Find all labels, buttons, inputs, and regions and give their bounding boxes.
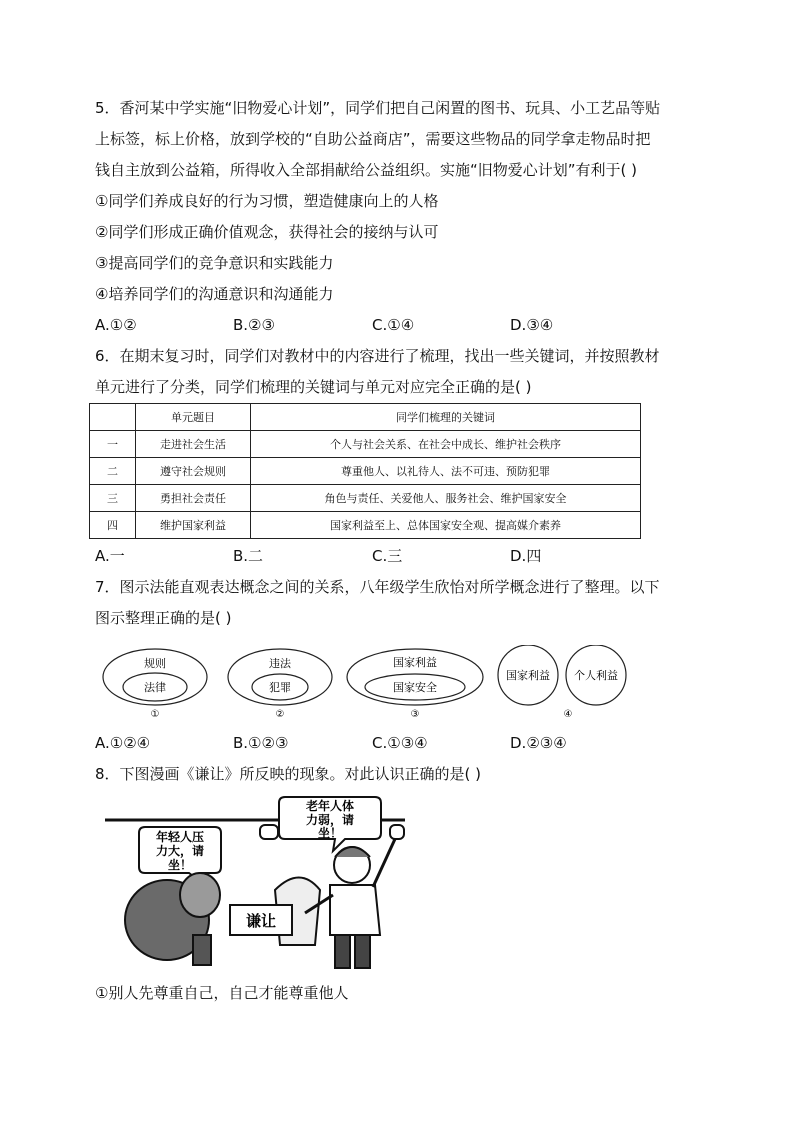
- table-cell: 勇担社会责任: [136, 485, 251, 512]
- table-row: [90, 431, 641, 458]
- q8-stem: 8．下图漫画《谦让》所反映的现象。对此认识正确的是( ): [95, 765, 482, 783]
- table-cell: 个人与社会关系、在社会中成长、维护社会秩序: [251, 431, 641, 458]
- unit-keyword-table: [89, 403, 641, 539]
- table-header-cell: 单元题目: [136, 404, 251, 431]
- table-cell: 角色与责任、关爱他人、服务社会、维护国家安全: [251, 485, 641, 512]
- table-row: [90, 512, 641, 539]
- diagram-1-outer: 规则: [144, 657, 166, 670]
- table-header-cell: 同学们梳理的关键词: [251, 404, 641, 431]
- q7-option-b: B.①②③: [233, 734, 289, 752]
- q7-stem-line-2: 图示整理正确的是( ): [95, 609, 232, 627]
- q5-statement-3: ③提高同学们的竞争意识和实践能力: [95, 254, 334, 272]
- bubble-right-line-1: 老年人体: [305, 799, 355, 813]
- diagram-4-left: 国家利益: [506, 669, 550, 682]
- table-cell: 四: [90, 512, 136, 539]
- q5-statement-2: ②同学们形成正确价值观念，获得社会的接纳与认可: [95, 223, 439, 241]
- bubble-left-line-2: 力大，请: [155, 844, 205, 858]
- diagram-1-label: ①: [150, 709, 160, 720]
- q6-option-c: C.三: [372, 547, 403, 565]
- cartoon-sign: 谦让: [245, 912, 277, 930]
- q5-statement-1: ①同学们养成良好的行为习惯，塑造健康向上的人格: [95, 192, 439, 210]
- diagram-1-inner: 法律: [144, 681, 166, 694]
- q5-stem-line-2: 上标签，标上价格，放到学校的“自助公益商店”，需要这些物品的同学拿走物品时把: [95, 130, 651, 148]
- concept-diagrams: [100, 645, 640, 725]
- table-header-row: [90, 404, 641, 431]
- table-cell: 国家利益至上、总体国家安全观、提高媒介素养: [251, 512, 641, 539]
- q7-stem-line-1: 7．图示法能直观表达概念之间的关系，八年级学生欣怡对所学概念进行了整理。以下: [95, 578, 660, 596]
- diagram-3-label: ③: [410, 709, 420, 720]
- table-cell: 走进社会生活: [136, 431, 251, 458]
- table-cell: 维护国家利益: [136, 512, 251, 539]
- table-cell: 尊重他人、以礼待人、法不可违、预防犯罪: [251, 458, 641, 485]
- diagram-4-label: ④: [563, 709, 573, 720]
- diagram-2-outer: 违法: [269, 657, 291, 670]
- old-man-figure: [305, 839, 395, 968]
- q5-stem-line-3: 钱自主放到公益箱，所得收入全部捐献给公益组织。实施“旧物爱心计划”有利于( ): [95, 161, 638, 179]
- diagram-2: [228, 649, 332, 720]
- diagram-2-label: ②: [275, 709, 285, 720]
- q6-option-a: A.一: [95, 547, 125, 565]
- table-cell: 一: [90, 431, 136, 458]
- q6-stem-line-1: 6．在期末复习时，同学们对教材中的内容进行了梳理，找出一些关键词，并按照教材: [95, 347, 660, 365]
- q6-stem-line-2: 单元进行了分类，同学们梳理的关键词与单元对应完全正确的是( ): [95, 378, 532, 396]
- cartoon-modesty: [105, 795, 405, 970]
- table-header-cell: [90, 404, 136, 431]
- diagram-4-right: 个人利益: [574, 669, 618, 682]
- q7-option-d: D.②③④: [510, 734, 567, 752]
- q5-stem-line-1: 5．香河某中学实施“旧物爱心计划”，同学们把自己闲置的图书、玩具、小工艺品等贴: [95, 99, 661, 117]
- diagram-4: [498, 645, 626, 720]
- q5-option-a: A.①②: [95, 316, 137, 334]
- q6-option-d: D.四: [510, 547, 542, 565]
- q5-option-b: B.②③: [233, 316, 275, 334]
- table-row: [90, 485, 641, 512]
- q5-option-c: C.①④: [372, 316, 415, 334]
- table-cell: 遵守社会规则: [136, 458, 251, 485]
- bubble-left-line-3: 坐！: [167, 858, 193, 872]
- q7-option-c: C.①③④: [372, 734, 428, 752]
- q5-statement-4: ④培养同学们的沟通意识和沟通能力: [95, 285, 334, 303]
- diagram-2-inner: 犯罪: [269, 681, 291, 694]
- young-man-figure: [125, 873, 220, 965]
- table-cell: 三: [90, 485, 136, 512]
- q6-option-b: B.二: [233, 547, 264, 565]
- q8-statement-1: ①别人先尊重自己，自己才能尊重他人: [95, 984, 349, 1002]
- q7-option-a: A.①②④: [95, 734, 151, 752]
- diagram-3: [347, 649, 483, 720]
- bubble-right-line-2: 力弱，请: [305, 813, 355, 827]
- table-row: [90, 458, 641, 485]
- table-cell: 二: [90, 458, 136, 485]
- q5-option-d: D.③④: [510, 316, 554, 334]
- bubble-right-line-3: 坐！: [317, 826, 343, 840]
- bubble-left-line-1: 年轻人压: [155, 830, 205, 844]
- diagram-3-outer: 国家利益: [393, 656, 437, 669]
- diagram-3-inner: 国家安全: [393, 681, 437, 694]
- diagram-1: [103, 649, 207, 720]
